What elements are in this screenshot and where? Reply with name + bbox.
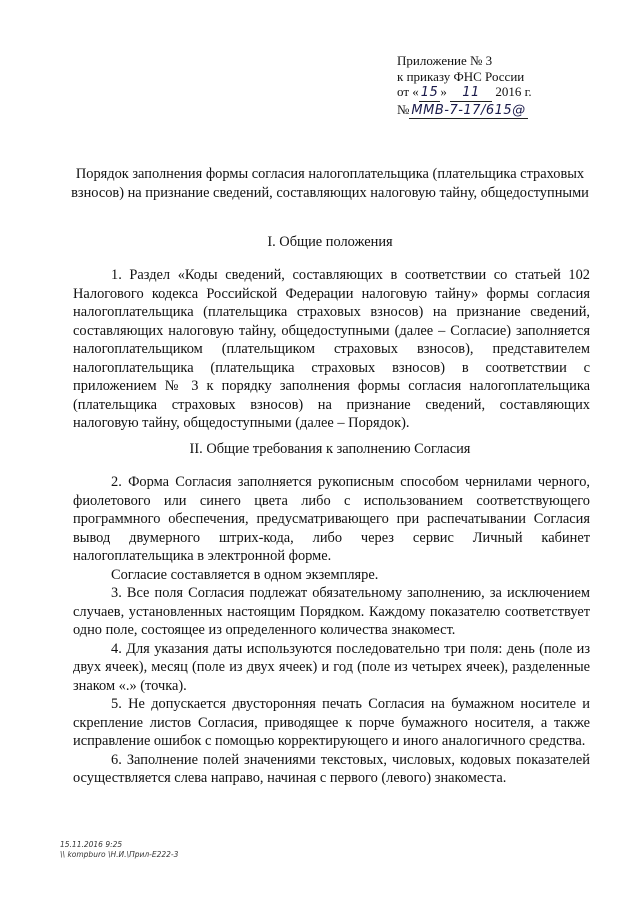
date-month-handwritten: 11 xyxy=(450,85,492,102)
appendix-number: Приложение № 3 xyxy=(397,53,493,68)
paragraph-2b: Согласие составляется в одном экземпляре. xyxy=(111,566,379,583)
paragraph-2: 2. Форма Согласия заполняется рукописным способом чернилами черного, фиолетового или синего цвета либо с использованием соответствующего программного обеспечения, предусматривающего при распечатывании Согласия вывод двумерного штрих-кода, либо через сервис Личный кабинет налогоплательщика в электронной форме. xyxy=(73,474,590,564)
appendix-order-ref: к приказу ФНС России xyxy=(397,68,525,84)
paragraph-3: 3. Все поля Согласия подлежат обязательному заполнению, за исключением случаев, установленных настоящим Порядком. Каждому показателю соответствует одно поле, состоящее из определенного количества знакомест. xyxy=(73,585,590,638)
date-mid: » xyxy=(440,84,447,99)
appendix-order-number xyxy=(397,102,597,120)
paragraph-4: 4. Для указания даты используются последовательно три поля: день (поле из двух ячеек), месяц (поле из двух ячеек) и год (поле из четырех ячеек), разделенные знаком «.» (точка). xyxy=(73,640,590,694)
date-year: 2016 г. xyxy=(495,84,532,99)
footer-stamp xyxy=(60,840,178,860)
paragraph-6: 6. Заполнение полей значениями текстовых, числовых, кодовых показателей осуществляется слева направо, начиная с первого (левого) знакоместа. xyxy=(73,751,590,786)
section-1-heading: I. Общие положения xyxy=(267,234,393,250)
date-prefix: от « xyxy=(397,84,419,99)
section-2-body xyxy=(73,473,590,788)
section-2-heading: II. Общие требования к заполнению Согласия xyxy=(189,441,471,457)
order-number-handwritten: ММВ-7-17/615@ xyxy=(411,102,526,118)
paragraph-1: 1. Раздел «Коды сведений, составляющих в соответствии со статьей 102 Налогового кодекса Российской Федерации налоговую тайну» формы согласия налогоплательщика (плательщика страховых взносов) на признание сведений, составляющих налоговую тайну, общедоступными (далее – Согласие) заполняется налогоплательщиком (плательщиком страховых взносов), представителем налогоплательщика (плательщика страховых взносов) в соответствии с приложением № 3 к порядку заполнения формы согласия налогоплательщика (плательщика страховых взносов) на признание сведений, составляющих налоговую тайну, общедоступными (далее – Порядок). xyxy=(73,267,590,431)
footer-timestamp: 15.11.2016 9:25 xyxy=(60,840,123,849)
appendix-date xyxy=(397,84,597,102)
document-title: Порядок заполнения формы согласия налогоплательщика (плательщика страховых взносов) на признание сведений, составляющих налоговую тайну, общедоступными xyxy=(71,166,589,201)
date-day-handwritten: 15 xyxy=(420,85,439,100)
section-1-body xyxy=(73,266,590,433)
footer-file-path: \\ kompburo \Н.И.\Прил-Е222-3 xyxy=(60,850,179,859)
number-prefix: № xyxy=(397,101,410,117)
paragraph-5: 5. Не допускается двусторонняя печать Согласия на бумажном носителе и скрепление листов Согласия, приводящее к порче бумажного носителя, а также исправление ошибок с помощью корректирующего и иного аналогичного средства. xyxy=(73,696,590,749)
appendix-block xyxy=(397,53,597,119)
